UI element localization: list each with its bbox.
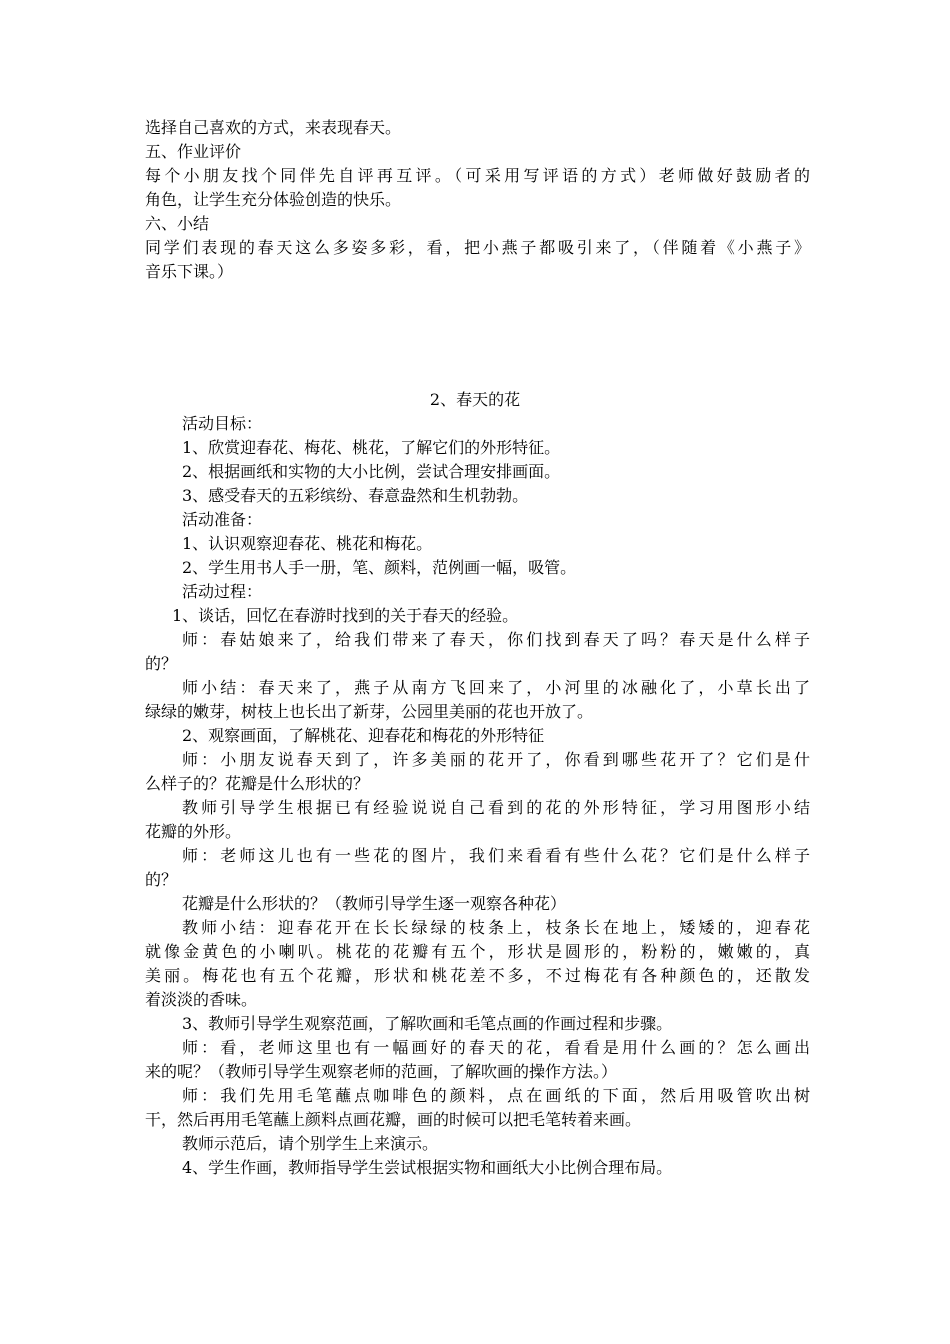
body-line: 花瓣是什么形状的？（教师引导学生逐一观察各种花） xyxy=(182,894,567,913)
body-line: 活动过程： xyxy=(182,582,263,601)
body-line: 教师示范后，请个别学生上来演示。 xyxy=(182,1134,439,1153)
section-heading: 六、小结 xyxy=(145,214,210,233)
body-line: 教师引导学生根据已有经验说说自己看到的花的外形特征，学习用图形小结 xyxy=(182,798,810,817)
body-line: 绿绿的嫩芽，树枝上也长出了新芽，公园里美丽的花也开放了。 xyxy=(145,702,594,721)
body-line: 2、学生用书人手一册，笔、颜料，范例画一幅，吸管。 xyxy=(182,558,577,577)
intro-line: 角色，让学生充分体验创造的快乐。 xyxy=(145,190,402,209)
body-line: 就像金黄色的小喇叭。桃花的花瓣有五个，形状是圆形的，粉粉的，嫩嫩的，真 xyxy=(145,942,810,961)
body-line: 师：小朋友说春天到了，许多美丽的花开了，你看到哪些花开了？它们是什 xyxy=(182,750,810,769)
intro-line: 每个小朋友找个同伴先自评再互评。（可采用写评语的方式）老师做好鼓励者的 xyxy=(145,166,810,185)
body-line: 3、教师引导学生观察范画，了解吹画和毛笔点画的作画过程和步骤。 xyxy=(182,1014,673,1033)
body-line: 师：老师这儿也有一些花的图片，我们来看看有些什么花？它们是什么样子 xyxy=(182,846,810,865)
body-line: 教师小结：迎春花开在长长绿绿的枝条上，枝条长在地上，矮矮的，迎春花 xyxy=(182,918,810,937)
body-line: 干，然后再用毛笔蘸上颜料点画花瓣，画的时候可以把毛笔转着来画。 xyxy=(145,1110,642,1129)
body-line: 1、认识观察迎春花、桃花和梅花。 xyxy=(182,534,433,553)
intro-line: 选择自己喜欢的方式，来表现春天。 xyxy=(145,118,402,137)
body-line: 的？ xyxy=(145,870,178,889)
body-line: 1、谈话，回忆在春游时找到的关于春天的经验。 xyxy=(172,606,519,625)
body-line: 来的呢？（教师引导学生观察老师的范画，了解吹画的操作方法。） xyxy=(145,1062,618,1081)
body-line: 美丽。梅花也有五个花瓣，形状和桃花差不多，不过梅花有各种颜色的，还散发 xyxy=(145,966,810,985)
body-line: 师：春姑娘来了，给我们带来了春天，你们找到春天了吗？春天是什么样子 xyxy=(182,630,810,649)
body-line: 1、欣赏迎春花、梅花、桃花，了解它们的外形特征。 xyxy=(182,438,561,457)
lesson-title: 2、春天的花 xyxy=(429,390,521,409)
body-line: 么样子的？花瓣是什么形状的？ xyxy=(145,774,370,793)
body-line: 活动目标： xyxy=(182,414,263,433)
body-line: 活动准备： xyxy=(182,510,263,529)
intro-line: 同学们表现的春天这么多姿多彩，看，把小燕子都吸引来了，（伴随着《小燕子》 xyxy=(145,238,810,257)
body-line: 师小结：春天来了，燕子从南方飞回来了，小河里的冰融化了，小草长出了 xyxy=(182,678,810,697)
body-line: 2、观察画面，了解桃花、迎春花和梅花的外形特征 xyxy=(182,726,545,745)
body-line: 4、学生作画，教师指导学生尝试根据实物和画纸大小比例合理布局。 xyxy=(182,1158,673,1177)
section-heading: 五、作业评价 xyxy=(145,142,242,161)
intro-line: 音乐下课。） xyxy=(145,262,234,281)
body-line: 2、根据画纸和实物的大小比例，尝试合理安排画面。 xyxy=(182,462,561,481)
body-line: 的？ xyxy=(145,654,178,673)
body-line: 师：我们先用毛笔蘸点咖啡色的颜料，点在画纸的下面，然后用吸管吹出树 xyxy=(182,1086,810,1105)
body-line: 着淡淡的香味。 xyxy=(145,990,258,1009)
body-line: 3、感受春天的五彩缤纷、春意盎然和生机勃勃。 xyxy=(182,486,529,505)
body-line: 花瓣的外形。 xyxy=(145,822,242,841)
body-line: 师：看，老师这里也有一幅画好的春天的花，看看是用什么画的？怎么画出 xyxy=(182,1038,810,1057)
